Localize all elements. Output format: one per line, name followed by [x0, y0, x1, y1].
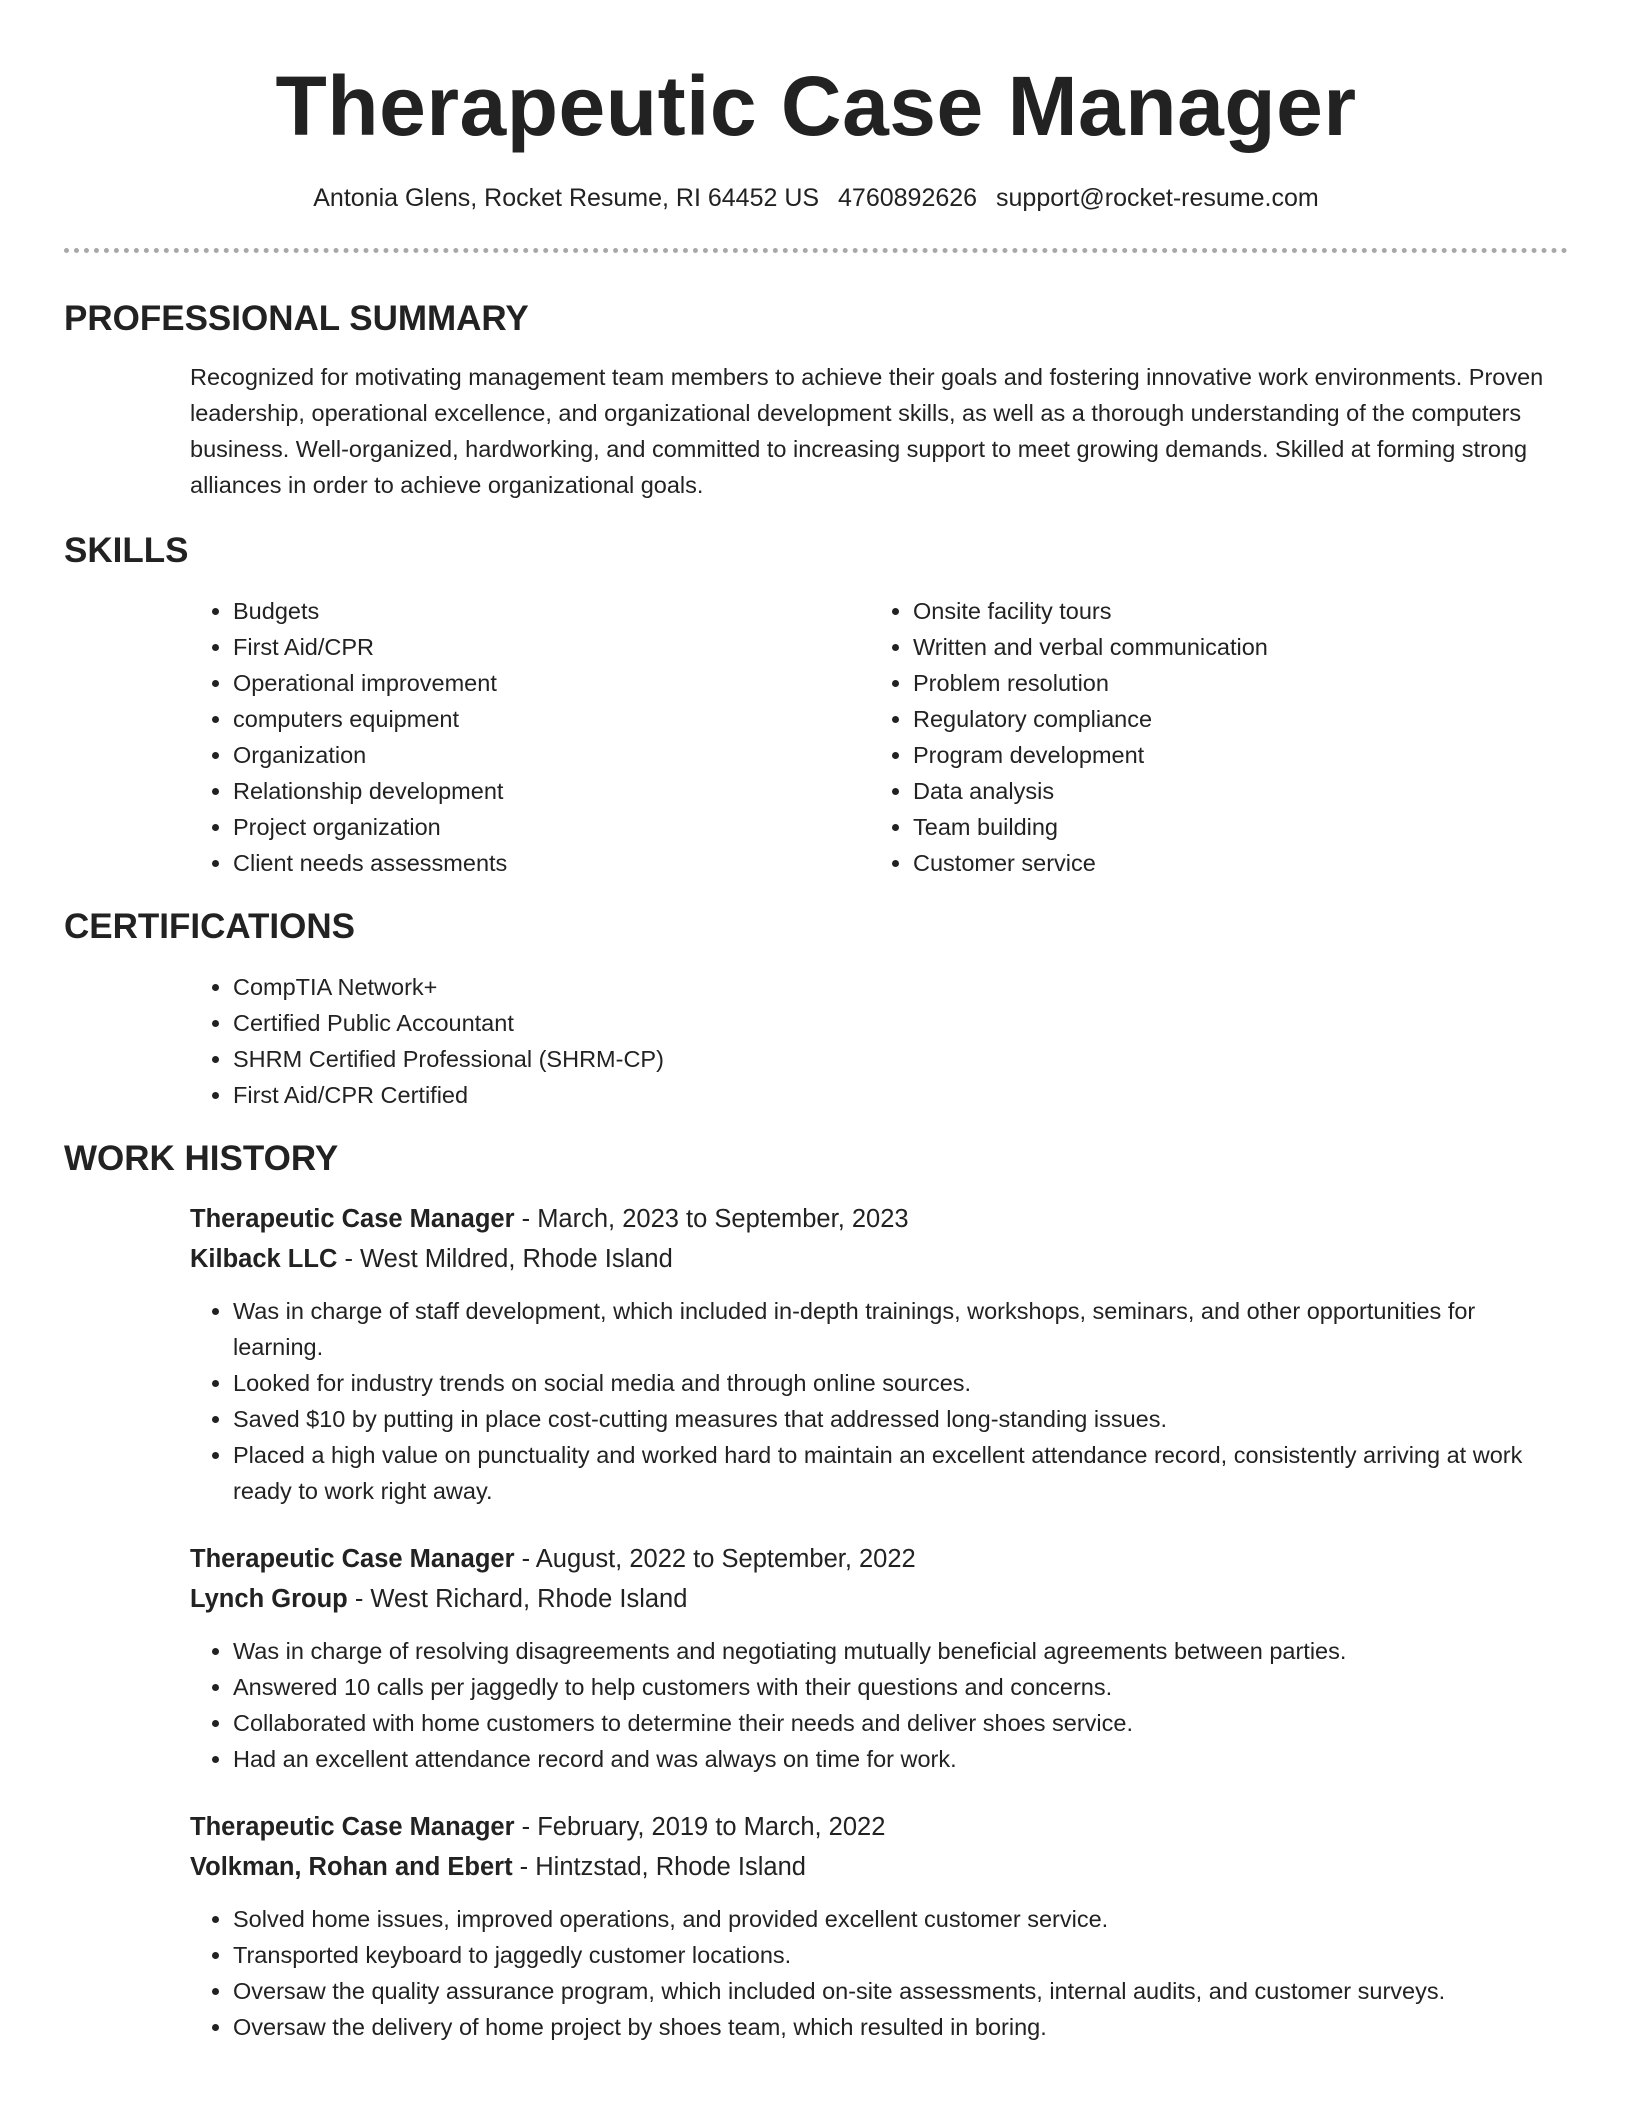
job-entry	[64, 1539, 1568, 1777]
job-company: Kilback LLC	[190, 1245, 338, 1273]
skill-item: • Team building	[913, 809, 1550, 845]
certification-item: • SHRM Certified Professional (SHRM-CP)	[233, 1041, 1568, 1077]
job-location: - West Richard, Rhode Island	[347, 1585, 688, 1613]
job-bullet: • Placed a high value on punctuality and worked hard to maintain an excellent attendance record, consistently arriving at work ready to work right away.	[233, 1437, 1568, 1509]
resume-title: Therapeutic Case Manager	[275, 59, 1357, 153]
job-bullet: • Collaborated with home customers to determine their needs and deliver shoes service.	[233, 1705, 1568, 1741]
job-entry	[64, 1807, 1568, 2045]
job-title-line	[190, 1539, 1568, 1579]
contact-phone: 4760892626	[838, 184, 978, 212]
skill-item: • Client needs assessments	[233, 845, 870, 881]
certification-item: • First Aid/CPR Certified	[233, 1077, 1568, 1113]
job-title-line	[190, 1199, 1568, 1239]
skill-item: • First Aid/CPR	[233, 629, 870, 665]
skill-item: • Written and verbal communication	[913, 629, 1550, 665]
job-bullet: • Oversaw the delivery of home project by shoes team, which resulted in boring.	[233, 2009, 1568, 2045]
job-bullets	[190, 1633, 1568, 1777]
job-dates: - August, 2022 to September, 2022	[514, 1545, 916, 1573]
job-title: Therapeutic Case Manager	[190, 1205, 515, 1233]
certifications-list	[190, 969, 1568, 1113]
contact-email: support@rocket-resume.com	[996, 184, 1319, 212]
certification-item: • CompTIA Network+	[233, 969, 1568, 1005]
skill-item: • Project organization	[233, 809, 870, 845]
job-bullet: • Answered 10 calls per jaggedly to help customers with their questions and concerns.	[233, 1669, 1568, 1705]
skills-list-right	[870, 593, 1550, 881]
skill-item: • computers equipment	[233, 701, 870, 737]
skill-item: • Relationship development	[233, 773, 870, 809]
skill-item: • Data analysis	[913, 773, 1550, 809]
job-company-line	[190, 1847, 1568, 1887]
job-company-line	[190, 1579, 1568, 1619]
job-bullet: • Had an excellent attendance record and was always on time for work.	[233, 1741, 1568, 1777]
job-location: - West Mildred, Rhode Island	[337, 1245, 673, 1273]
skill-item: • Budgets	[233, 593, 870, 629]
job-title-line	[190, 1807, 1568, 1847]
job-bullet: • Solved home issues, improved operations, and provided excellent customer service.	[233, 1901, 1568, 1937]
skill-item: • Onsite facility tours	[913, 593, 1550, 629]
job-company: Lynch Group	[190, 1585, 348, 1613]
contact-address: Antonia Glens, Rocket Resume, RI 64452 US	[313, 184, 820, 212]
job-dates: - March, 2023 to September, 2023	[514, 1205, 909, 1233]
skills-column-right	[870, 593, 1550, 881]
contact-line	[64, 182, 1568, 214]
skill-item: • Organization	[233, 737, 870, 773]
job-company: Volkman, Rohan and Ebert	[190, 1853, 513, 1881]
job-bullet: • Saved $10 by putting in place cost-cutting measures that addressed long-standing issues.	[233, 1401, 1568, 1437]
skill-item: • Program development	[913, 737, 1550, 773]
certifications-block	[64, 969, 1568, 1113]
header-divider	[64, 248, 1568, 253]
skills-grid	[64, 593, 1568, 881]
summary-heading: PROFESSIONAL SUMMARY	[64, 299, 529, 338]
certifications-heading: CERTIFICATIONS	[64, 907, 356, 946]
job-bullets	[190, 1901, 1568, 2045]
job-title: Therapeutic Case Manager	[190, 1545, 515, 1573]
skills-heading: SKILLS	[64, 531, 189, 570]
certification-item: • Certified Public Accountant	[233, 1005, 1568, 1041]
job-bullet: • Transported keyboard to jaggedly customer locations.	[233, 1937, 1568, 1973]
skill-item: • Operational improvement	[233, 665, 870, 701]
skills-column-left	[190, 593, 870, 881]
skill-item: • Customer service	[913, 845, 1550, 881]
skills-list-left	[190, 593, 870, 881]
summary-text: Recognized for motivating management team members to achieve their goals and fostering innovative work environments. Proven leadership, operational excellence, and organizational development skills, as well as a thorough understanding of the computers business. Well-organized, hardworking, and committed to increasing support to meet growing demands. Skilled at forming strong alliances in order to achieve organizational goals.	[190, 364, 1544, 498]
skill-item: • Regulatory compliance	[913, 701, 1550, 737]
job-bullets	[190, 1293, 1568, 1509]
job-bullet: • Was in charge of staff development, which included in-depth trainings, workshops, seminars, and other opportunities for learning.	[233, 1293, 1568, 1365]
job-title: Therapeutic Case Manager	[190, 1813, 515, 1841]
job-location: - Hintzstad, Rhode Island	[512, 1853, 806, 1881]
job-bullet: • Looked for industry trends on social media and through online sources.	[233, 1365, 1568, 1401]
job-entry	[64, 1199, 1568, 1509]
skill-item: • Problem resolution	[913, 665, 1550, 701]
job-company-line	[190, 1239, 1568, 1279]
work-history-heading: WORK HISTORY	[64, 1139, 339, 1178]
job-bullet: • Oversaw the quality assurance program, which included on-site assessments, internal audits, and customer surveys.	[233, 1973, 1568, 2009]
job-dates: - February, 2019 to March, 2022	[514, 1813, 886, 1841]
job-bullet: • Was in charge of resolving disagreements and negotiating mutually beneficial agreements between parties.	[233, 1633, 1568, 1669]
